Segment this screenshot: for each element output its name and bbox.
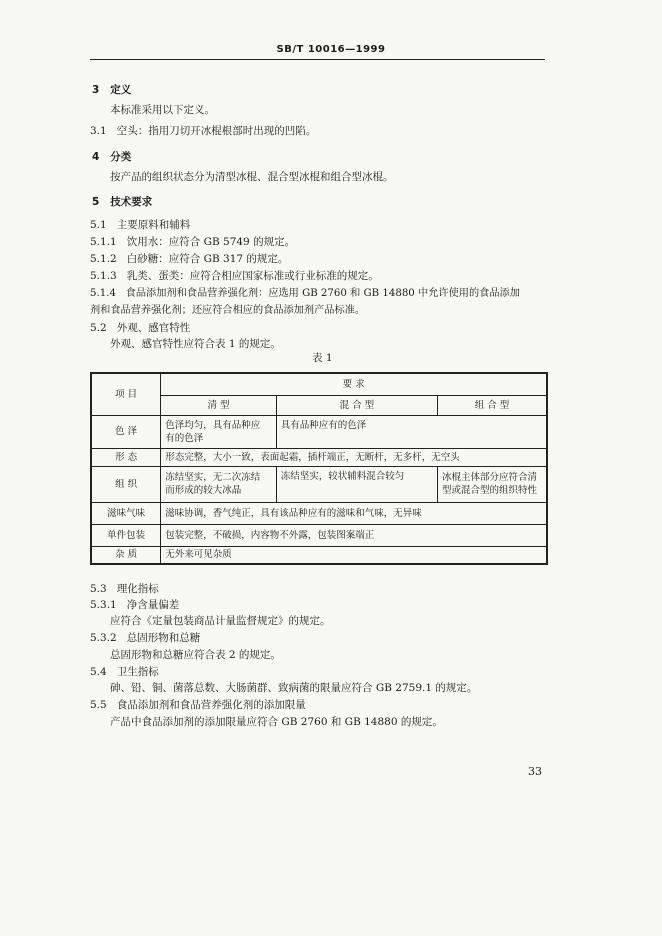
section-number: 5.2 bbox=[90, 322, 107, 334]
section-4-heading bbox=[92, 151, 131, 164]
table-header-item: 项 目 bbox=[91, 373, 161, 415]
table-cell-combo bbox=[437, 466, 547, 502]
standard-header: SB/T 10016—1999 bbox=[276, 44, 386, 55]
section-number: 5.1.2 bbox=[90, 253, 117, 265]
section-5-3-1 bbox=[90, 599, 179, 612]
table-cell-item: 组 织 bbox=[91, 466, 161, 502]
section-5-3-1-text: 应符合《定量包装商品计量监督规定》的规定。 bbox=[110, 615, 331, 627]
table-cell-mixed-combo: 具有品种应有的色泽 bbox=[276, 415, 547, 448]
section-5-3-2 bbox=[90, 632, 200, 645]
table-cell-merged: 形态完整，大小一致，表面起霜，插杆端正，无断杆，无多杆，无空头 bbox=[161, 448, 547, 466]
section-number: 5.1 bbox=[90, 219, 107, 231]
cell-line: 型或混合型的组织特性 bbox=[441, 485, 537, 496]
table-cell-item: 滋味气味 bbox=[91, 502, 161, 524]
cell-line: 有的色泽 bbox=[165, 432, 204, 444]
section-number: 5.1.3 bbox=[90, 270, 117, 282]
cell-line: 冰棍主体部分应符合清 bbox=[441, 472, 537, 483]
section-title: 定义 bbox=[110, 84, 132, 96]
section-5-1 bbox=[90, 219, 190, 232]
section-number: 3.1 bbox=[90, 125, 107, 137]
table-cell-item: 形 态 bbox=[91, 448, 161, 466]
section-5-3-2-text: 总固形物和总糖应符合表 2 的规定。 bbox=[110, 649, 281, 661]
section-text: 空头：指用刀切开冰棍根部时出现的凹陷。 bbox=[116, 125, 317, 137]
section-5-4-text: 砷、铅、铜、菌落总数、大肠菌群、致病菌的限量应符合 GB 2759.1 的规定。 bbox=[110, 682, 478, 694]
section-number: 5.5 bbox=[90, 699, 107, 711]
table-header-mixed: 混 合 型 bbox=[276, 395, 437, 415]
table-row bbox=[91, 546, 547, 564]
section-title: 技术要求 bbox=[110, 196, 153, 208]
section-number: 5.1.4 bbox=[90, 288, 116, 299]
section-text: 食品添加剂和食品营养强化剂：应选用 GB 2760 和 GB 14880 中允许使用的食品添加 bbox=[125, 288, 520, 299]
page-number: 33 bbox=[528, 765, 542, 778]
cell-line: 而形成的较大冰晶 bbox=[165, 485, 242, 496]
section-5-1-3 bbox=[90, 270, 379, 283]
table-row bbox=[91, 502, 547, 524]
section-title: 卫生指标 bbox=[116, 666, 159, 678]
section-4-text: 按产品的组织状态分为清型冰棍、混合型冰棍和组合型冰棍。 bbox=[110, 171, 394, 183]
section-number: 5.3 bbox=[90, 583, 107, 595]
table-row bbox=[91, 448, 547, 466]
section-number: 5.3.1 bbox=[90, 599, 117, 611]
section-title: 外观、感官特性 bbox=[116, 322, 191, 334]
table-row bbox=[91, 524, 547, 546]
section-5-1-4 bbox=[90, 287, 520, 300]
section-title: 总固形物和总糖 bbox=[126, 632, 201, 644]
table-cell-merged: 滋味协调，香气纯正，具有该品种应有的滋味和气味，无异味 bbox=[161, 502, 547, 524]
section-title: 食品添加剂和食品营养强化剂的添加限量 bbox=[116, 699, 306, 711]
table-1 bbox=[90, 372, 548, 565]
table-cell-merged: 无外来可见杂质 bbox=[161, 546, 547, 564]
section-text: 乳类、蛋类：应符合相应国家标准或行业标准的规定。 bbox=[126, 270, 379, 282]
table-cell-clear bbox=[161, 415, 277, 448]
section-5-1-1 bbox=[90, 236, 295, 249]
section-5-1-2 bbox=[90, 253, 288, 266]
section-number: 4 bbox=[92, 151, 100, 163]
section-number: 3 bbox=[92, 84, 100, 96]
cell-line: 冻结坚实，无二次冻结 bbox=[165, 472, 261, 483]
section-5-5-text: 产品中食品添加剂的添加限量应符合 GB 2760 和 GB 14880 的规定。 bbox=[110, 716, 443, 728]
section-5-2 bbox=[90, 322, 190, 335]
cell-line: 色泽均匀，具有品种应 bbox=[165, 419, 261, 431]
table-cell-item: 杂 质 bbox=[91, 546, 161, 564]
table-row bbox=[91, 415, 547, 448]
table-cell-mixed: 冻结坚实，较状辅料混合较匀 bbox=[276, 466, 437, 502]
section-text: 白砂糖：应符合 GB 317 的规定。 bbox=[126, 253, 289, 265]
section-number: 5 bbox=[92, 196, 100, 208]
header-rule bbox=[90, 59, 545, 60]
section-3-heading bbox=[92, 84, 131, 97]
section-title: 理化指标 bbox=[116, 583, 159, 595]
section-title: 主要原料和辅料 bbox=[116, 219, 191, 231]
section-text: 饮用水：应符合 GB 5749 的规定。 bbox=[126, 236, 296, 248]
section-3-intro: 本标准采用以下定义。 bbox=[110, 104, 215, 116]
section-5-5 bbox=[90, 699, 306, 712]
table-cell-item: 单件包装 bbox=[91, 524, 161, 546]
table-header-requirements: 要 求 bbox=[161, 373, 547, 395]
section-number: 5.4 bbox=[90, 666, 107, 678]
section-5-heading bbox=[92, 196, 152, 209]
section-5-2-text: 外观、感官特性应符合表 1 的规定。 bbox=[110, 338, 281, 350]
table-cell-item: 色 泽 bbox=[91, 415, 161, 448]
section-title: 分类 bbox=[110, 151, 132, 163]
section-3-1 bbox=[90, 125, 316, 138]
section-5-1-4-cont: 剂和食品营养强化剂；还应符合相应的食品添加剂产品标准。 bbox=[90, 305, 366, 316]
table-header-row bbox=[91, 373, 547, 395]
section-number: 5.3.2 bbox=[90, 632, 117, 644]
section-5-4 bbox=[90, 666, 159, 679]
table-caption: 表 1 bbox=[312, 352, 333, 364]
table-cell-clear bbox=[161, 466, 277, 502]
table-row bbox=[91, 466, 547, 502]
table-cell-merged: 包装完整，不破损，内容物不外露，包装图案端正 bbox=[161, 524, 547, 546]
section-number: 5.1.1 bbox=[90, 236, 117, 248]
table-header-clear: 清 型 bbox=[161, 395, 277, 415]
table-header-combo: 组 合 型 bbox=[437, 395, 547, 415]
section-5-3 bbox=[90, 583, 159, 596]
section-title: 净含量偏差 bbox=[126, 599, 180, 611]
